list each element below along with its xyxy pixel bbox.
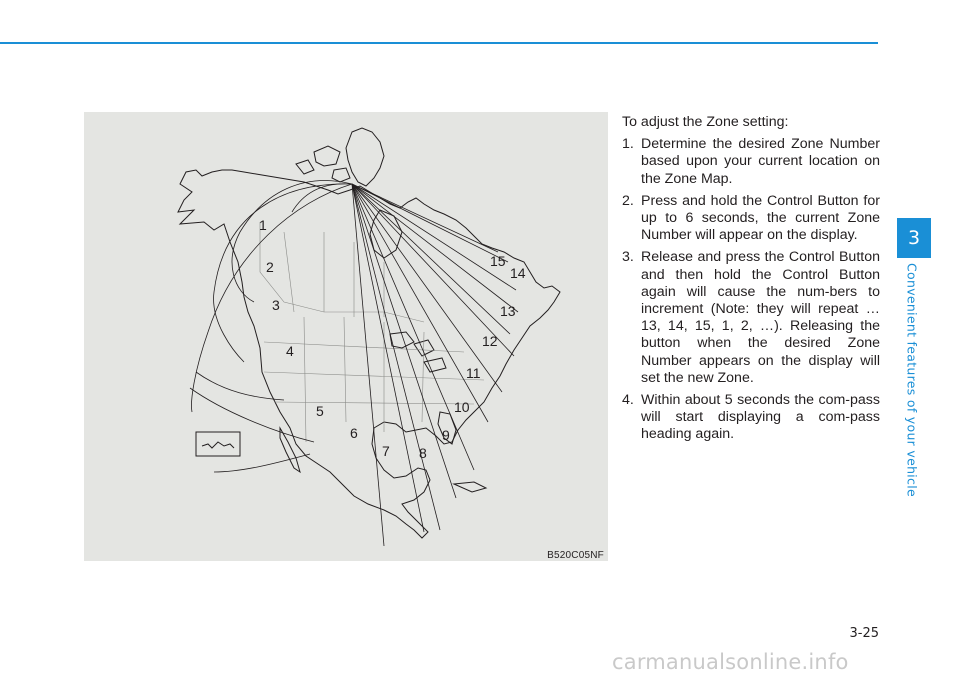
step-number: 3. xyxy=(622,249,634,266)
zone-label: 11 xyxy=(466,365,481,381)
step-item xyxy=(622,193,880,245)
steps-list xyxy=(622,136,880,443)
step-item xyxy=(622,392,880,444)
zone-label: 10 xyxy=(454,399,470,415)
zone-label: 1 xyxy=(259,217,267,233)
figure-code: B520C05NF xyxy=(547,550,604,561)
instructions-intro: To adjust the Zone setting: xyxy=(622,114,789,130)
zone-label: 14 xyxy=(510,265,526,281)
watermark: carmanualsonline.info xyxy=(612,650,849,674)
zone-label: 6 xyxy=(350,425,358,441)
step-text: Press and hold the Control Button for up to 6 seconds, the current Zone Number will appear on the display. xyxy=(641,192,880,244)
step-number: 4. xyxy=(622,392,634,409)
continent-outline xyxy=(178,170,560,538)
header-rule xyxy=(0,42,878,44)
step-number: 2. xyxy=(622,192,634,209)
step-item xyxy=(622,136,880,188)
zone-label: 5 xyxy=(316,403,324,419)
instructions xyxy=(622,114,880,449)
chapter-tab: 3 xyxy=(897,218,931,258)
page-number: 3-25 xyxy=(849,626,879,641)
step-text: Determine the desired Zone Number based upon your current location on the Zone Map. xyxy=(641,136,880,187)
zone-label: 9 xyxy=(442,427,450,443)
zone-map xyxy=(84,112,608,561)
chapter-title: Convenient features of your vehicle xyxy=(904,262,920,498)
greenland-outline xyxy=(346,128,384,186)
step-number: 1. xyxy=(622,136,634,153)
zone-label: 7 xyxy=(382,443,390,459)
zone-label: 8 xyxy=(419,445,427,461)
zone-label: 4 xyxy=(286,343,294,359)
step-text: Release and press the Control Button and then hold the Control Button again will cause the num-bers to increment (Note: they will repeat …13, 14, 15, 1, 2, …). Releasing the button when the desired Zone Number appears on the display will set the new Zone. xyxy=(641,249,880,386)
step-text: Within about 5 seconds the com-pass will start displaying a com-pass heading again. xyxy=(641,392,880,443)
zone-label: 12 xyxy=(482,333,498,349)
zone-label: 3 xyxy=(272,297,280,313)
zone-map-figure xyxy=(84,112,608,561)
zone-label: 2 xyxy=(266,259,274,275)
zone-labels xyxy=(259,217,526,461)
step-item xyxy=(622,249,880,387)
zone-label: 13 xyxy=(500,303,516,319)
zone-label: 15 xyxy=(490,253,506,269)
